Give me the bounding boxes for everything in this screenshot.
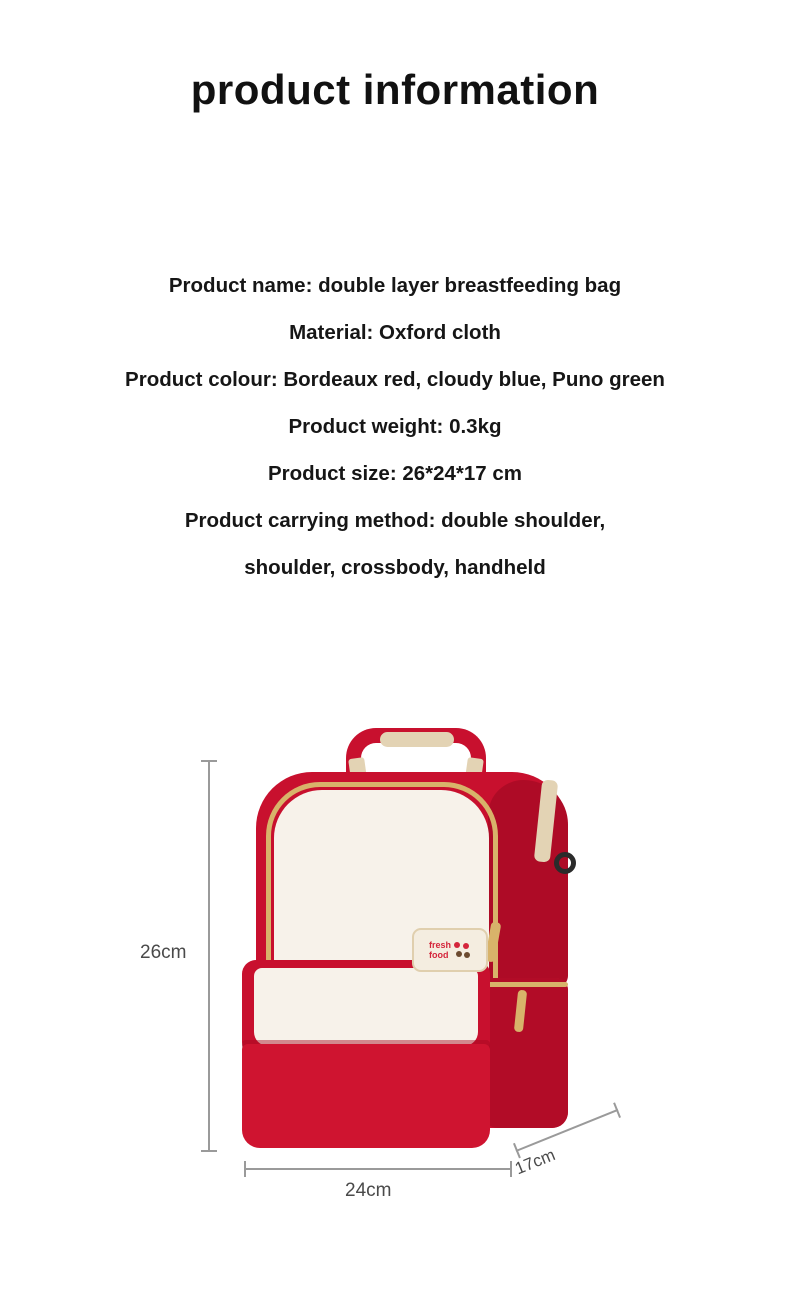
spec-colour: Product colour: Bordeaux red, cloudy blue, Puno green [125, 368, 665, 391]
height-dimension-line [208, 760, 210, 1152]
brand-badge-text [429, 940, 451, 960]
lower-flap-face [254, 968, 478, 1046]
spec-weight: Product weight: 0.3kg [288, 415, 502, 438]
bag-upper-side-shade [488, 780, 568, 988]
brand-badge [412, 928, 488, 972]
width-dimension-line [244, 1168, 512, 1170]
brand-badge-line2: food [428, 950, 449, 960]
page-title: product information [190, 66, 600, 113]
specification-list [0, 262, 790, 591]
handle-grip [380, 732, 454, 747]
spec-product-name: Product name: double layer breastfeeding bag [168, 274, 622, 297]
spec-carrying-method-line2: shoulder, crossbody, handheld [244, 556, 546, 579]
height-dimension-label: 26cm [140, 942, 187, 963]
spec-size: Product size: 26*24*17 cm [267, 462, 523, 485]
side-clip-ring [554, 852, 576, 874]
backpack-image [238, 710, 598, 1160]
width-dimension-label: 24cm [345, 1180, 392, 1201]
product-illustration [0, 690, 790, 1250]
spec-carrying-method-line1: Product carrying method: double shoulder, [184, 509, 606, 532]
depth-dimension-label: 17cm [512, 1145, 558, 1179]
lower-pocket [242, 1044, 490, 1148]
spec-material: Material: Oxford cloth [289, 321, 501, 344]
brand-badge-line1: fresh [428, 940, 451, 950]
paw-dots-icon [454, 942, 471, 959]
